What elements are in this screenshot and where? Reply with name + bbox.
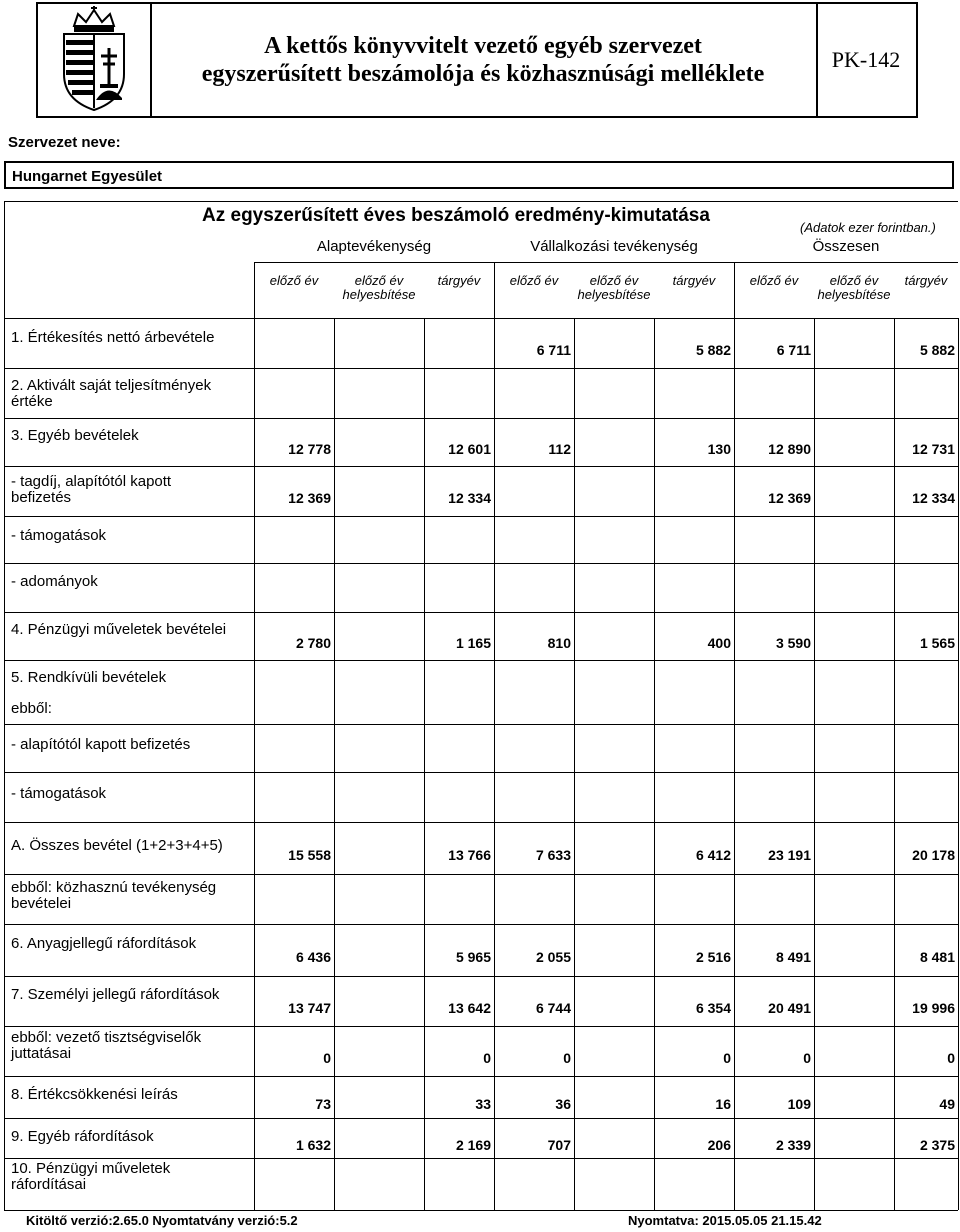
table-cell-value: 13 642 <box>448 1000 491 1016</box>
row-label-text: 2. Aktivált saját teljesítmények <box>11 377 212 394</box>
table-cell-value: 206 <box>707 1137 731 1153</box>
column-header-text: tárgyév <box>904 273 948 288</box>
row-label-text: 5. Rendkívüli bevételek <box>11 669 167 686</box>
table-cell-value: 0 <box>947 1050 955 1066</box>
row-divider <box>4 418 958 419</box>
row-divider <box>4 976 958 977</box>
table-cell-value: 20 491 <box>768 1000 811 1016</box>
row-label <box>11 880 251 912</box>
row-label <box>11 936 251 952</box>
group-header: Vállalkozási tevékenység <box>530 238 698 255</box>
row-label <box>11 428 251 444</box>
row-label-text: 8. Értékcsökkenési leírás <box>11 1086 178 1103</box>
statement-title: Az egyszerűsített éves beszámoló eredmény-kimutatása <box>202 205 710 226</box>
table-cell-value: 5 882 <box>695 342 731 358</box>
table-cell-value: 6 711 <box>776 342 811 358</box>
table-cell-value: 109 <box>787 1096 811 1112</box>
row-label-text: - támogatások <box>11 527 107 544</box>
table-cell-value: 8 491 <box>775 949 811 965</box>
table-cell-value: 2 780 <box>295 635 331 651</box>
column-header-text: helyesbítése <box>577 287 651 302</box>
row-divider <box>4 466 958 467</box>
table-cell-value: 1 632 <box>295 1137 331 1153</box>
table-cell-value: 0 <box>803 1050 811 1066</box>
table-cell-value: 15 558 <box>288 847 331 863</box>
table-cell-value: 13 766 <box>448 847 491 863</box>
row-divider <box>4 368 958 369</box>
column-header-text: előző év <box>589 273 639 288</box>
column-header <box>814 274 894 302</box>
row-label <box>11 1087 251 1103</box>
row-divider <box>4 822 958 823</box>
row-label-text: ebből: vezető tisztségviselők <box>11 1029 202 1046</box>
table-cell-value: 6 744 <box>535 1000 571 1016</box>
group-header-rule <box>254 262 958 263</box>
table-cell-value: 2 169 <box>455 1137 491 1153</box>
column-header-text: előző év <box>354 273 404 288</box>
table-cell-value: 810 <box>547 635 571 651</box>
row-divider <box>4 1026 958 1027</box>
column-header-text: helyesbítése <box>342 287 416 302</box>
body-column-divider <box>958 318 959 1210</box>
table-cell-value: 7 633 <box>535 847 571 863</box>
table-cell-value: 12 601 <box>448 441 491 457</box>
table-cell-value: 13 747 <box>288 1000 331 1016</box>
row-label-text: 4. Pénzügyi műveletek bevételei <box>11 621 227 638</box>
column-header <box>654 274 734 288</box>
row-divider <box>4 724 958 725</box>
row-label-text: bevételei <box>11 895 72 912</box>
row-label-text: ráfordításai <box>11 1176 87 1193</box>
table-cell-value: 3 590 <box>775 635 811 651</box>
table-cell-value: 12 334 <box>912 490 955 506</box>
column-header <box>334 274 424 302</box>
table-cell-value: 12 369 <box>768 490 811 506</box>
row-label-text: 10. Pénzügyi műveletek <box>11 1160 171 1177</box>
row-divider <box>4 660 958 661</box>
footer-version: Kitöltő verzió:2.65.0 Nyomtatvány verzió:5.2 <box>26 1213 298 1228</box>
column-header-text: előző év <box>269 273 319 288</box>
form-title-line2: egyszerűsített beszámolója és közhasznúsági melléklete <box>201 61 765 87</box>
row-label <box>11 838 251 854</box>
table-cell-value: 12 334 <box>448 490 491 506</box>
table-cell-value: 16 <box>715 1096 731 1112</box>
column-header <box>424 274 494 288</box>
form-title <box>150 4 818 116</box>
table-cell-value: 5 882 <box>919 342 955 358</box>
row-label-text: 1. Értékesítés nettó árbevétele <box>11 329 215 346</box>
header-column-divider <box>734 262 735 318</box>
table-cell-value: 400 <box>707 635 731 651</box>
row-label-text: - tagdíj, alapítótól kapott <box>11 473 172 490</box>
group-header: Összesen <box>812 238 880 255</box>
row-divider <box>4 772 958 773</box>
row-label-text: 7. Személyi jellegű ráfordítások <box>11 986 220 1003</box>
row-label-text: 6. Anyagjellegű ráfordítások <box>11 935 197 952</box>
table-cell-value: 1 565 <box>919 635 955 651</box>
table-cell-value: 49 <box>939 1096 955 1112</box>
column-header <box>254 274 334 288</box>
row-label-text: ebből: <box>11 700 52 717</box>
row-label <box>11 701 251 717</box>
column-header <box>734 274 814 288</box>
row-divider <box>4 874 958 875</box>
column-header <box>574 274 654 302</box>
column-header-text: előző év <box>749 273 799 288</box>
column-header-text: előző év <box>829 273 879 288</box>
table-cell-value: 12 778 <box>288 441 331 457</box>
row-label <box>11 786 251 802</box>
row-divider <box>4 1158 958 1159</box>
table-cell-value: 6 711 <box>536 342 571 358</box>
table-cell-value: 6 436 <box>295 949 331 965</box>
column-header-text: előző év <box>509 273 559 288</box>
row-label <box>11 528 251 544</box>
row-label <box>11 737 251 753</box>
table-cell-value: 33 <box>475 1096 491 1112</box>
table-cell-value: 130 <box>707 441 731 457</box>
table-cell-value: 0 <box>323 1050 331 1066</box>
row-label <box>11 330 251 346</box>
hungarian-coat-of-arms-icon <box>38 4 152 116</box>
table-cell-value: 0 <box>483 1050 491 1066</box>
table-cell-value: 23 191 <box>768 847 811 863</box>
table-cell-value: 8 481 <box>919 949 955 965</box>
table-cell-value: 19 996 <box>912 1000 955 1016</box>
row-divider <box>4 1118 958 1119</box>
table-cell-value: 2 339 <box>775 1137 811 1153</box>
table-cell-value: 2 516 <box>695 949 731 965</box>
row-label-text: 3. Egyéb bevételek <box>11 427 139 444</box>
table-cell-value: 20 178 <box>912 847 955 863</box>
table-cell-value: 707 <box>547 1137 571 1153</box>
table-cell-value: 12 731 <box>912 441 955 457</box>
row-label-text: - támogatások <box>11 785 107 802</box>
organization-name: Hungarnet Egyesület <box>12 168 163 185</box>
row-divider <box>4 924 958 925</box>
row-divider <box>4 563 958 564</box>
unit-note: (Adatok ezer forintban.) <box>800 220 936 235</box>
column-header <box>494 274 574 288</box>
footer-print-date: Nyomtatva: 2015.05.05 21.15.42 <box>628 1213 822 1228</box>
row-label <box>11 474 251 506</box>
row-label <box>11 574 251 590</box>
table-cell-value: 112 <box>548 441 571 457</box>
row-label <box>11 378 251 410</box>
table-cell-value: 2 055 <box>535 949 571 965</box>
organization-label: Szervezet neve: <box>8 134 121 151</box>
row-label <box>11 622 251 638</box>
row-label-text: - alapítótól kapott befizetés <box>11 736 191 753</box>
column-header <box>894 274 958 288</box>
table-cell-value: 5 965 <box>455 949 491 965</box>
table-cell-value: 12 890 <box>768 441 811 457</box>
table-cell-value: 6 354 <box>695 1000 731 1016</box>
table-cell-value: 73 <box>315 1096 331 1112</box>
table-cell-value: 1 165 <box>455 635 491 651</box>
row-label <box>11 670 251 686</box>
row-label-text: befizetés <box>11 489 72 506</box>
table-cell-value: 2 375 <box>919 1137 955 1153</box>
row-divider <box>4 1076 958 1077</box>
row-divider <box>4 516 958 517</box>
table-cell-value: 36 <box>555 1096 571 1112</box>
row-label <box>11 987 251 1003</box>
row-label <box>11 1030 251 1062</box>
header-column-divider <box>494 262 495 318</box>
column-header-text: tárgyév <box>672 273 716 288</box>
form-code: PK-142 <box>831 47 901 72</box>
column-header-text: helyesbítése <box>817 287 891 302</box>
column-header-text: tárgyév <box>437 273 481 288</box>
row-label-text: - adományok <box>11 573 98 590</box>
header-column-divider <box>254 262 255 318</box>
row-label-text: juttatásai <box>11 1045 72 1062</box>
organization-name-field <box>4 161 954 189</box>
row-label <box>11 1129 251 1145</box>
form-header <box>36 2 918 118</box>
group-header: Alaptevékenység <box>316 238 432 255</box>
row-label-text: értéke <box>11 393 53 410</box>
row-divider <box>4 612 958 613</box>
row-label-text: ebből: közhasznú tevékenység <box>11 879 217 896</box>
row-label-text: 9. Egyéb ráfordítások <box>11 1128 154 1145</box>
row-label-text: A. Összes bevétel (1+2+3+4+5) <box>11 837 223 854</box>
table-cell-value: 0 <box>563 1050 571 1066</box>
row-label <box>11 1161 251 1193</box>
table-cell-value: 12 369 <box>288 490 331 506</box>
form-title-line1: A kettős könyvvitelt vezető egyéb szervezet <box>264 33 702 59</box>
table-cell-value: 0 <box>723 1050 731 1066</box>
table-cell-value: 6 412 <box>695 847 731 863</box>
